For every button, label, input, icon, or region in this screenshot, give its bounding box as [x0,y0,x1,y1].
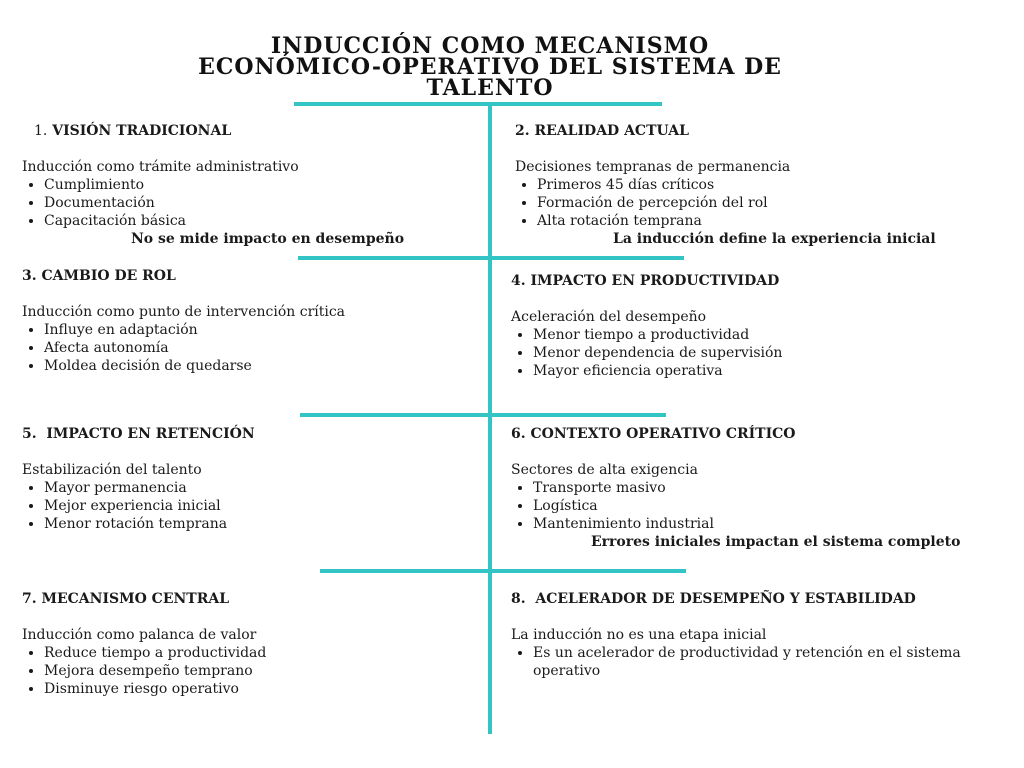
bullet-list [511,644,971,680]
bullet-item: • Transporte masivo [533,479,991,497]
bullet-item: • Mayor eficiencia operativa [533,362,991,380]
bullet-item: • Mejora desempeño temprano [44,662,472,680]
section-subtitle: Estabilización del talento [22,462,202,478]
section-heading: 5. IMPACTO EN RETENCIÓN [22,426,255,442]
diagram-title [190,33,790,101]
vertical-spine-line [488,104,492,734]
bullet-item: • Primeros 45 días críticos [537,176,995,194]
section-heading: 6. CONTEXTO OPERATIVO CRÍTICO [511,426,796,442]
section-heading: 2. REALIDAD ACTUAL [515,123,689,139]
section-conclusion: La inducción define la experiencia inicial [613,231,936,247]
bullet-item: • Menor dependencia de supervisión [533,344,991,362]
section-impacto-retencion [22,425,472,533]
section-cambio-de-rol [22,267,472,375]
section-number: 1. [34,123,48,139]
section-acelerador [511,590,971,680]
title-line-3: TALENTO [426,75,554,101]
horizontal-divider-3 [300,413,666,417]
section-realidad-actual [515,122,995,230]
section-vision-tradicional [22,122,472,230]
bullet-item: • Influye en adaptación [44,321,472,339]
bullet-item: • Reduce tiempo a productividad [44,644,472,662]
bullet-item: • Mantenimiento industrial [533,515,991,533]
bullet-item: • Disminuye riesgo operativo [44,680,472,698]
bullet-item: • Menor tiempo a productividad [533,326,991,344]
horizontal-divider-4 [320,569,686,573]
section-subtitle: Aceleración del desempeño [511,309,707,325]
bullet-list [511,326,991,380]
section-heading: 7. MECANISMO CENTRAL [22,591,230,607]
bullet-item: • Afecta autonomía [44,339,472,357]
section-conclusion: No se mide impacto en desempeño [131,231,405,247]
bullet-list [22,321,472,375]
bullet-item: • Moldea decisión de quedarse [44,357,472,375]
section-conclusion: Errores iniciales impactan el sistema completo [591,534,961,550]
section-heading: 8. ACELERADOR DE DESEMPEÑO Y ESTABILIDAD [511,591,916,607]
bullet-item: • Alta rotación temprana [537,212,995,230]
bullet-list [22,644,472,698]
bullet-item: • Cumplimiento [44,176,472,194]
title-line-1: INDUCCIÓN COMO MECANISMO [270,33,710,59]
title-line-2: ECONÓMICO-OPERATIVO DEL SISTEMA DE [198,54,782,80]
bullet-item: • Es un acelerador de productividad y retención en el sistema operativo [533,644,971,680]
section-subtitle: La inducción no es una etapa inicial [511,627,767,643]
section-heading [22,122,472,140]
section-subtitle: Decisiones tempranas de permanencia [515,159,791,175]
section-subtitle: Inducción como punto de intervención crítica [22,304,346,320]
bullet-item: • Mejor experiencia inicial [44,497,472,515]
bullet-item: • Capacitación básica [44,212,472,230]
section-heading: 3. CAMBIO DE ROL [22,268,176,284]
bullet-list [22,479,472,533]
bullet-list [515,176,995,230]
section-heading: 4. IMPACTO EN PRODUCTIVIDAD [511,273,780,289]
bullet-item: • Documentación [44,194,472,212]
section-subtitle: Inducción como palanca de valor [22,627,257,643]
bullet-item: • Logística [533,497,991,515]
bullet-item: • Formación de percepción del rol [537,194,995,212]
bullet-item: • Menor rotación temprana [44,515,472,533]
bullet-item: • Mayor permanencia [44,479,472,497]
section-mecanismo-central [22,590,472,698]
section-subtitle: Sectores de alta exigencia [511,462,698,478]
horizontal-divider-top [294,102,662,106]
bullet-list [511,479,991,533]
horizontal-divider-2 [298,256,684,260]
bullet-list [22,176,472,230]
section-contexto-operativo [511,425,991,533]
section-heading-text: VISIÓN TRADICIONAL [52,123,232,139]
section-impacto-productividad [511,272,991,380]
section-subtitle: Inducción como trámite administrativo [22,159,299,175]
